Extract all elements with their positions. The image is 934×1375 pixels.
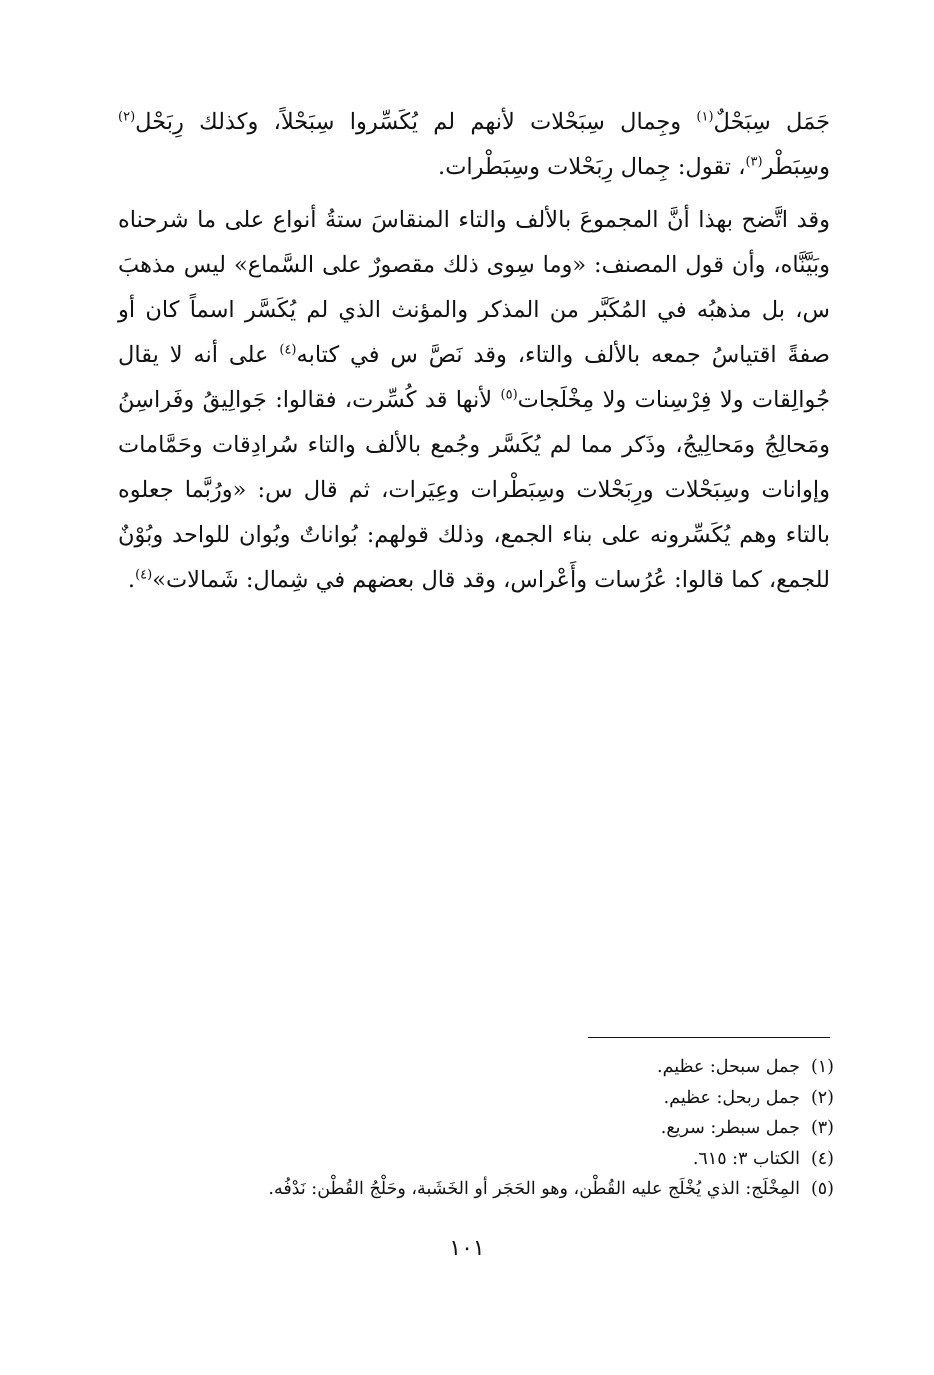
text-run: قال س: «ورُبَّما جعلوه بالتاء وهم يُكَسِّرونه على بناء الجمع، وذلك قولهم: bbox=[118, 477, 831, 548]
text-run: سُرادِقات وحَمَّامات وإوانات وسِبَحْلات ورِبَحْلات وسِبَطْرات وعِيَرات، ثم bbox=[118, 432, 830, 503]
text-run: ، تقول: جِمال رِبَحْلات وسِبَطْرات. bbox=[438, 154, 746, 180]
footnote-number: (٢) bbox=[810, 1087, 834, 1108]
text-run: شرحناه وبَيَّنَّاه، وأن قول المصنف: «وما سِوى ذلك مقصورٌ على السَّماع» bbox=[118, 207, 830, 278]
footnote-reference: (٣) bbox=[745, 154, 763, 170]
text-run: بُواناتٌ وبُوان للواحد وبُوْنٌ للجمع، كما قالوا: عُرُسات وأَعْراس، وقد قال bbox=[118, 522, 830, 593]
text-run: على bbox=[228, 342, 280, 368]
text-run: ليس مذهبَ س، بل مذهبُه في المُكَبَّر من المذكر والمؤنث الذي لم يُكَسَّر bbox=[118, 252, 830, 323]
paragraph bbox=[118, 198, 830, 603]
paragraph bbox=[118, 100, 830, 190]
footnote-number: (٤) bbox=[810, 1148, 834, 1169]
footnote-text: جمل ربحل: عظيم. bbox=[663, 1087, 800, 1108]
footnote-text: الكتاب ٣: ٦١٥. bbox=[692, 1148, 800, 1169]
footnote-number: (١) bbox=[810, 1057, 834, 1077]
footnote-number: (٣) bbox=[810, 1118, 834, 1138]
text-run: جَوالِيقُ وفَراسِنُ ومَحالِجُ ومَحالِيجُ، وذَكر مما لم يُكَسَّر وجُمع بالألف والتاء bbox=[118, 387, 830, 458]
text-run: أنه لا يقال جُوالِقات ولا فِرْسِنات ولا مِخْلَجات bbox=[118, 342, 830, 413]
footnote-text: المِخْلَج: الذي يُخْلَج عليه القُطْن، وهو الحَجَر أو الخَشَبة، وحَلْجُ القُطْن: نَدْفُه. bbox=[268, 1179, 800, 1199]
footnote-text: جمل سبطر: سريع. bbox=[660, 1118, 800, 1138]
main-text bbox=[118, 100, 830, 603]
footnote-text: جمل سبحل: عظيم. bbox=[657, 1057, 800, 1077]
text-run: وسِبَطْر bbox=[762, 154, 830, 180]
footnote-reference: (٢) bbox=[118, 109, 136, 125]
page-number: ١٠١ bbox=[449, 1236, 485, 1261]
footnote bbox=[194, 1052, 834, 1083]
footnote bbox=[194, 1174, 834, 1205]
footnote-reference: (٤) bbox=[279, 342, 297, 358]
footnote-separator bbox=[588, 1037, 830, 1038]
footnote bbox=[194, 1144, 834, 1175]
text-run: لأنها قد كُسِّرت، فقالوا: bbox=[275, 387, 501, 413]
footnote-reference: (٤) bbox=[135, 567, 153, 583]
footnotes-list bbox=[194, 1052, 834, 1205]
text-run: اسماً كان أو صفةً اقتياسُ جمعه بالألف والتاء، وقد نَصَّ س في كتابه bbox=[118, 297, 831, 368]
footnote-reference: (١) bbox=[696, 109, 714, 125]
text-run: . bbox=[127, 567, 136, 593]
footnote bbox=[194, 1113, 834, 1144]
footnote-number: (٥) bbox=[810, 1179, 834, 1199]
text-run: وقد اتَّضح بهذا أنَّ المجموعَ بالألف والتاء المنقاسَ ستةُ أنواع على ما bbox=[197, 207, 830, 233]
footnote bbox=[194, 1083, 834, 1114]
text-run: بعضهم في شِمال: شَمالات» bbox=[152, 567, 415, 593]
text-run: جَمَل سِبَحْلٌ bbox=[713, 109, 830, 135]
text-run: وجِمال سِبَحْلات لأنهم لم يُكَسِّروا سِبَحْلاً، وكذلك رِبَحْل bbox=[135, 109, 697, 135]
footnote-reference: (٥) bbox=[500, 387, 518, 403]
